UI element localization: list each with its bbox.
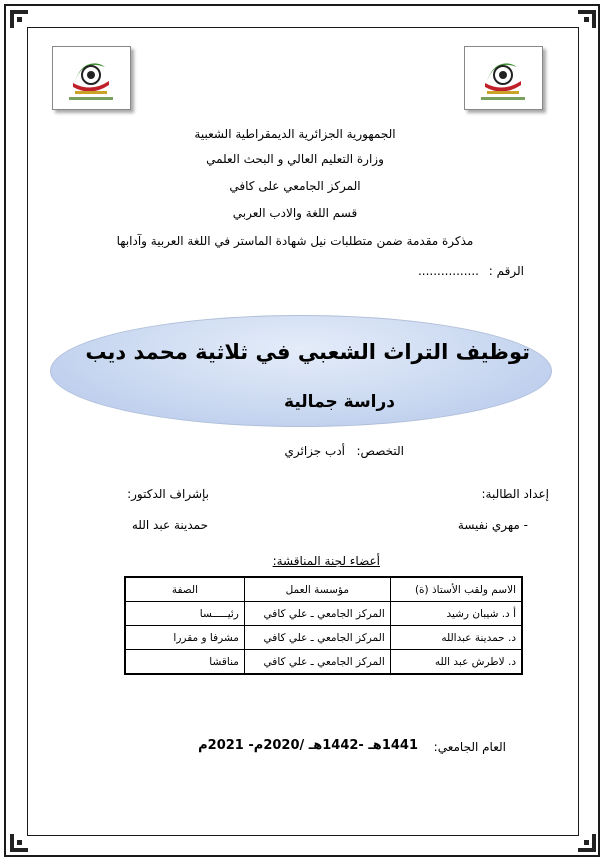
student-name: - مهري نفيسة <box>457 518 528 532</box>
member-institution: المركز الجامعي ـ علي كافي <box>244 626 390 650</box>
supervisor-name: حمدينة عبد الله <box>131 518 208 532</box>
table-row <box>125 602 522 626</box>
corner-ornament-icon <box>576 8 598 30</box>
specialty-label: التخصص: <box>356 444 404 458</box>
corner-ornament-icon <box>8 832 30 854</box>
member-name: د. حمدينة عبدالله <box>390 626 522 650</box>
corner-ornament-icon <box>8 8 30 30</box>
committee-title: أعضاء لجنة المناقشة: <box>272 554 380 568</box>
header-center: المركز الجامعي على كافي <box>229 179 361 193</box>
academic-year-label: العام الجامعي: <box>433 740 506 754</box>
header-department: قسم اللغة والادب العربي <box>232 206 358 220</box>
header-republic: الجمهورية الجزائرية الديمقراطية الشعبية <box>194 127 396 141</box>
header-memo: مذكرة مقدمة ضمن متطلبات نيل شهادة الماستر في اللغة العربية وآدابها <box>116 234 474 248</box>
committee-table <box>124 576 523 675</box>
university-logo-right <box>464 46 543 110</box>
number-value: ................ <box>417 264 479 278</box>
academic-year-value: 1441هـ -1442هـ /2020م- 2021م <box>198 738 418 753</box>
prepared-by-label: إعداد الطالبة: <box>481 487 549 501</box>
member-role: مناقشا <box>125 650 244 675</box>
column-header-name: الاسم ولقب الأستاذ (ة) <box>390 577 522 602</box>
supervisor-label: بإشراف الدكتور: <box>127 487 209 501</box>
specialty-value: أدب جزائري <box>284 444 345 458</box>
page-inner-border <box>27 27 579 836</box>
thesis-title: توظيف التراث الشعبي في ثلاثية محمد ديب <box>85 340 530 364</box>
column-header-institution: مؤسسة العمل <box>244 577 390 602</box>
university-logo-icon <box>53 47 128 107</box>
number-label: الرقم : <box>488 264 524 278</box>
member-name: د. لاطرش عبد الله <box>390 650 522 675</box>
column-header-role: الصفة <box>125 577 244 602</box>
member-institution: المركز الجامعي ـ علي كافي <box>244 602 390 626</box>
university-logo-left <box>52 46 131 110</box>
corner-ornament-icon <box>576 832 598 854</box>
table-row <box>125 626 522 650</box>
member-role: مشرفا و مقررا <box>125 626 244 650</box>
header-ministry: وزارة التعليم العالي و البحث العلمي <box>206 152 384 166</box>
university-logo-icon <box>465 47 540 107</box>
member-institution: المركز الجامعي ـ علي كافي <box>244 650 390 675</box>
thesis-subtitle: دراسة جمالية <box>284 392 395 412</box>
member-role: رئيـــــسا <box>125 602 244 626</box>
table-row <box>125 650 522 675</box>
member-name: أ د. شيبان رشيد <box>390 602 522 626</box>
table-header-row <box>125 577 522 602</box>
